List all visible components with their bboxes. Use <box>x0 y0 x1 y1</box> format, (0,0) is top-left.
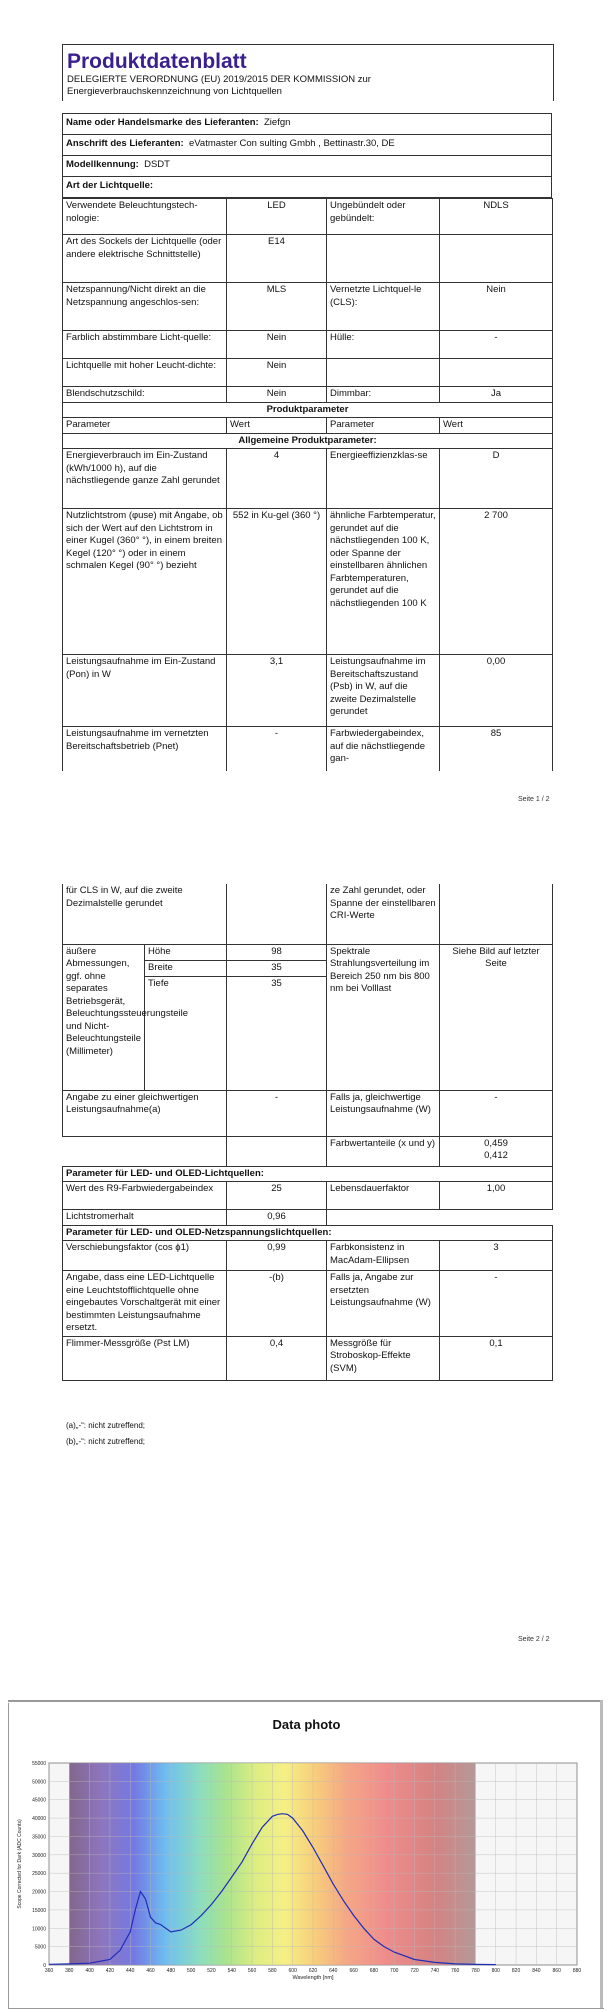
table-row: Netzspannung/Nicht direkt an die Netzspannung angeschlos-sen: MLS Vernetzte Lichtquel-le (CLS): Nein <box>63 283 553 331</box>
x-tick-label: 880 <box>572 1968 582 1974</box>
table-row: Leistungsaufnahme im Ein-Zustand (Pon) in W 3,1 Leistungsaufnahme im Bereitschaftszustand (Psb) in W, auf die zweite Dezimalstelle gerundet 0,00 <box>63 655 553 727</box>
lightsource-table <box>62 198 553 771</box>
table-row: Energieverbrauch im Ein-Zustand (kWh/1000 h), auf die nächstliegende ganze Zahl gerundet 4 Energieeffizienzklas-se D <box>63 449 553 509</box>
y-tick-label: 15000 <box>32 1907 46 1914</box>
footnote-a: (a)„-“: nicht zutreffend; <box>66 1421 145 1430</box>
x-tick-label: 740 <box>430 1968 440 1974</box>
supplier-table <box>62 113 552 198</box>
table-row: Angabe zu einer gleichwertigen Leistungsaufnahme(a) - Falls ja, gleichwertige Leistungsaufnahme (W) - <box>63 1090 553 1136</box>
header-box <box>62 44 554 101</box>
x-tick-label: 380 <box>65 1968 74 1974</box>
x-tick-label: 620 <box>308 1968 318 1974</box>
x-tick-label: 560 <box>247 1968 257 1974</box>
x-tick-label: 580 <box>268 1968 277 1974</box>
photo-title: Data photo <box>272 1717 341 1732</box>
x-tick-label: 820 <box>511 1968 521 1974</box>
table-row: Farbwertanteile (x und y) 0,459 0,412 <box>63 1136 553 1166</box>
x-tick-label: 540 <box>227 1968 236 1974</box>
table-row: Verwendete Beleuchtungstech-nologie: LED Ungebündelt oder gebündelt: NDLS <box>63 199 553 235</box>
page2-table <box>62 884 553 1381</box>
params-column-headers: Parameter Wert Parameter Wert <box>63 418 553 434</box>
x-tick-label: 700 <box>390 1968 399 1974</box>
photo-top-border <box>8 1700 603 1702</box>
page-number-1: Seite 1 / 2 <box>518 796 550 803</box>
lightsource-heading: Art der Lichtquelle: <box>63 177 552 198</box>
table-row: Tiefe 35 <box>63 976 553 992</box>
x-axis-label: Wavelength [nm] <box>292 1975 334 1981</box>
led-params-heading: Parameter für LED- und OLED-Lichtquellen: <box>63 1166 553 1182</box>
x-tick-label: 680 <box>369 1968 379 1974</box>
x-tick-label: 660 <box>349 1968 358 1974</box>
table-row: Blendschutzschild: Nein Dimmbar: Ja <box>63 387 553 403</box>
x-tick-label: 720 <box>410 1968 419 1974</box>
model-row: Modellkennung: DSDT <box>63 156 552 177</box>
x-tick-label: 780 <box>471 1968 480 1974</box>
table-row: Angabe, dass eine LED-Lichtquelle eine Leuchtstofflichtquelle ohne eingebautes Vorschaltgerät mit einer bestimmten Leistungsaufnahme ersetzt. -(b) Falls ja, Angabe zur ersetzten Leistungsaufnahme (W) - <box>63 1271 553 1337</box>
params-heading: Produktparameter <box>63 402 553 418</box>
mains-params-heading: Parameter für LED- und OLED-Netzspannungslichtquellen: <box>63 1225 553 1241</box>
x-tick-label: 480 <box>166 1968 176 1974</box>
x-tick-label: 500 <box>186 1968 196 1974</box>
x-tick-label: 640 <box>329 1968 338 1974</box>
table-row: Farblich abstimmbare Licht-quelle: Nein Hülle: - <box>63 331 553 359</box>
table-row: Flimmer-Messgröße (Pst LM) 0,4 Messgröße für Stroboskop-Effekte (SVM) 0,1 <box>63 1336 553 1380</box>
y-tick-label: 10000 <box>32 1926 46 1933</box>
x-tick-label: 760 <box>450 1968 460 1974</box>
x-tick-label: 600 <box>288 1968 297 1974</box>
table-row: Breite 35 <box>63 960 553 976</box>
table-row: Lichtquelle mit hoher Leucht-dichte: Nein <box>63 359 553 387</box>
supplier-name-row: Name oder Handelsmarke des Lieferanten: Ziefgn <box>63 114 552 135</box>
table-row: Verschiebungsfaktor (cos ϕ1) 0,99 Farbkonsistenz in MacAdam-Ellipsen 3 <box>63 1241 553 1271</box>
general-params-heading: Allgemeine Produktparameter: <box>63 433 553 449</box>
x-tick-label: 460 <box>146 1968 155 1974</box>
y-tick-label: 55000 <box>32 1761 46 1767</box>
x-tick-label: 840 <box>532 1968 541 1974</box>
x-tick-label: 860 <box>552 1968 561 1974</box>
regulation-subtitle: DELEGIERTE VERORDNUNG (EU) 2019/2015 DER KOMMISSION zur Energieverbrauchskennzeichnung von Lichtquellen <box>67 74 371 97</box>
footnote-b: (b)„-“: nicht zutreffend; <box>66 1437 145 1446</box>
plot-area <box>17 1761 581 1981</box>
x-tick-label: 360 <box>44 1968 54 1974</box>
datasheet-page-2 <box>62 884 552 1381</box>
chroma-values: 0,459 0,412 <box>440 1136 553 1166</box>
y-tick-label: 5000 <box>34 1944 46 1951</box>
y-tick-label: 45000 <box>32 1797 46 1804</box>
y-axis-label: Scope Corrected for Dark (ADC Counts) <box>17 1819 23 1909</box>
x-tick-label: 440 <box>126 1968 135 1974</box>
x-tick-label: 520 <box>207 1968 216 1974</box>
spectrum-chart <box>9 1703 604 2003</box>
data-photo-panel <box>8 1703 604 2009</box>
table-row: Nutzlichtstrom (φuse) mit Angabe, ob sich der Wert auf den Lichtstrom in einer Kugel (360° °), in einem breiten Kegel (120° °) oder in einem schmalen Kegel (90° °) bezieht 552 in Ku-gel (360 °) ähnliche Farbtemperatur, gerundet auf die nächstliegenden 100 K, oder Spanne der einstellbaren ähnlichen Farbtemperaturen, gerundet auf die nächstliegenden 100 K 2 700 <box>63 509 553 655</box>
y-tick-label: 25000 <box>32 1871 46 1878</box>
page-number-2: Seite 2 / 2 <box>518 1636 550 1643</box>
y-tick-label: 0 <box>43 1963 46 1969</box>
x-tick-label: 420 <box>105 1968 115 1974</box>
supplier-address-row: Anschrift des Lieferanten: eVatmaster Con sulting Gmbh , Bettinastr.30, DE <box>63 135 552 156</box>
x-tick-label: 400 <box>85 1968 94 1974</box>
table-row: Wert des R9-Farbwiedergabeindex 25 Lebensdauerfaktor 1,00 <box>63 1182 553 1210</box>
table-row: Art des Sockels der Lichtquelle (oder andere elektrische Schnittstelle) E14 <box>63 235 553 283</box>
datasheet-page-1 <box>62 113 552 771</box>
y-tick-label: 50000 <box>32 1779 46 1786</box>
y-tick-label: 20000 <box>32 1889 46 1896</box>
y-tick-label: 35000 <box>32 1834 46 1841</box>
x-tick-label: 800 <box>491 1968 500 1974</box>
page-title: Produktdatenblatt <box>67 50 247 73</box>
y-tick-label: 30000 <box>32 1852 46 1859</box>
table-row: Lichtstromerhalt 0,96 <box>63 1210 553 1226</box>
table-row: Leistungsaufnahme im vernetzten Bereitschaftsbetrieb (Pnet) - Farbwiedergabeindex, auf die nächstliegende gan- 85 <box>63 727 553 771</box>
table-row: für CLS in W, auf die zweite Dezimalstelle gerundet ze Zahl gerundet, oder Spanne der einstellbaren CRI-Werte <box>63 884 553 944</box>
y-tick-label: 40000 <box>32 1816 46 1823</box>
table-row: äußere Abmessungen, ggf. ohne separates Betriebsgerät, Beleuchtungssteuerungsteile und Nicht-Beleuchtungsteile (Millimeter) Höhe 98 Spektrale Strahlungsverteilung im Bereich 250 nm bis 800 nm bei Volllast Siehe Bild auf letzter Seite <box>63 944 553 960</box>
